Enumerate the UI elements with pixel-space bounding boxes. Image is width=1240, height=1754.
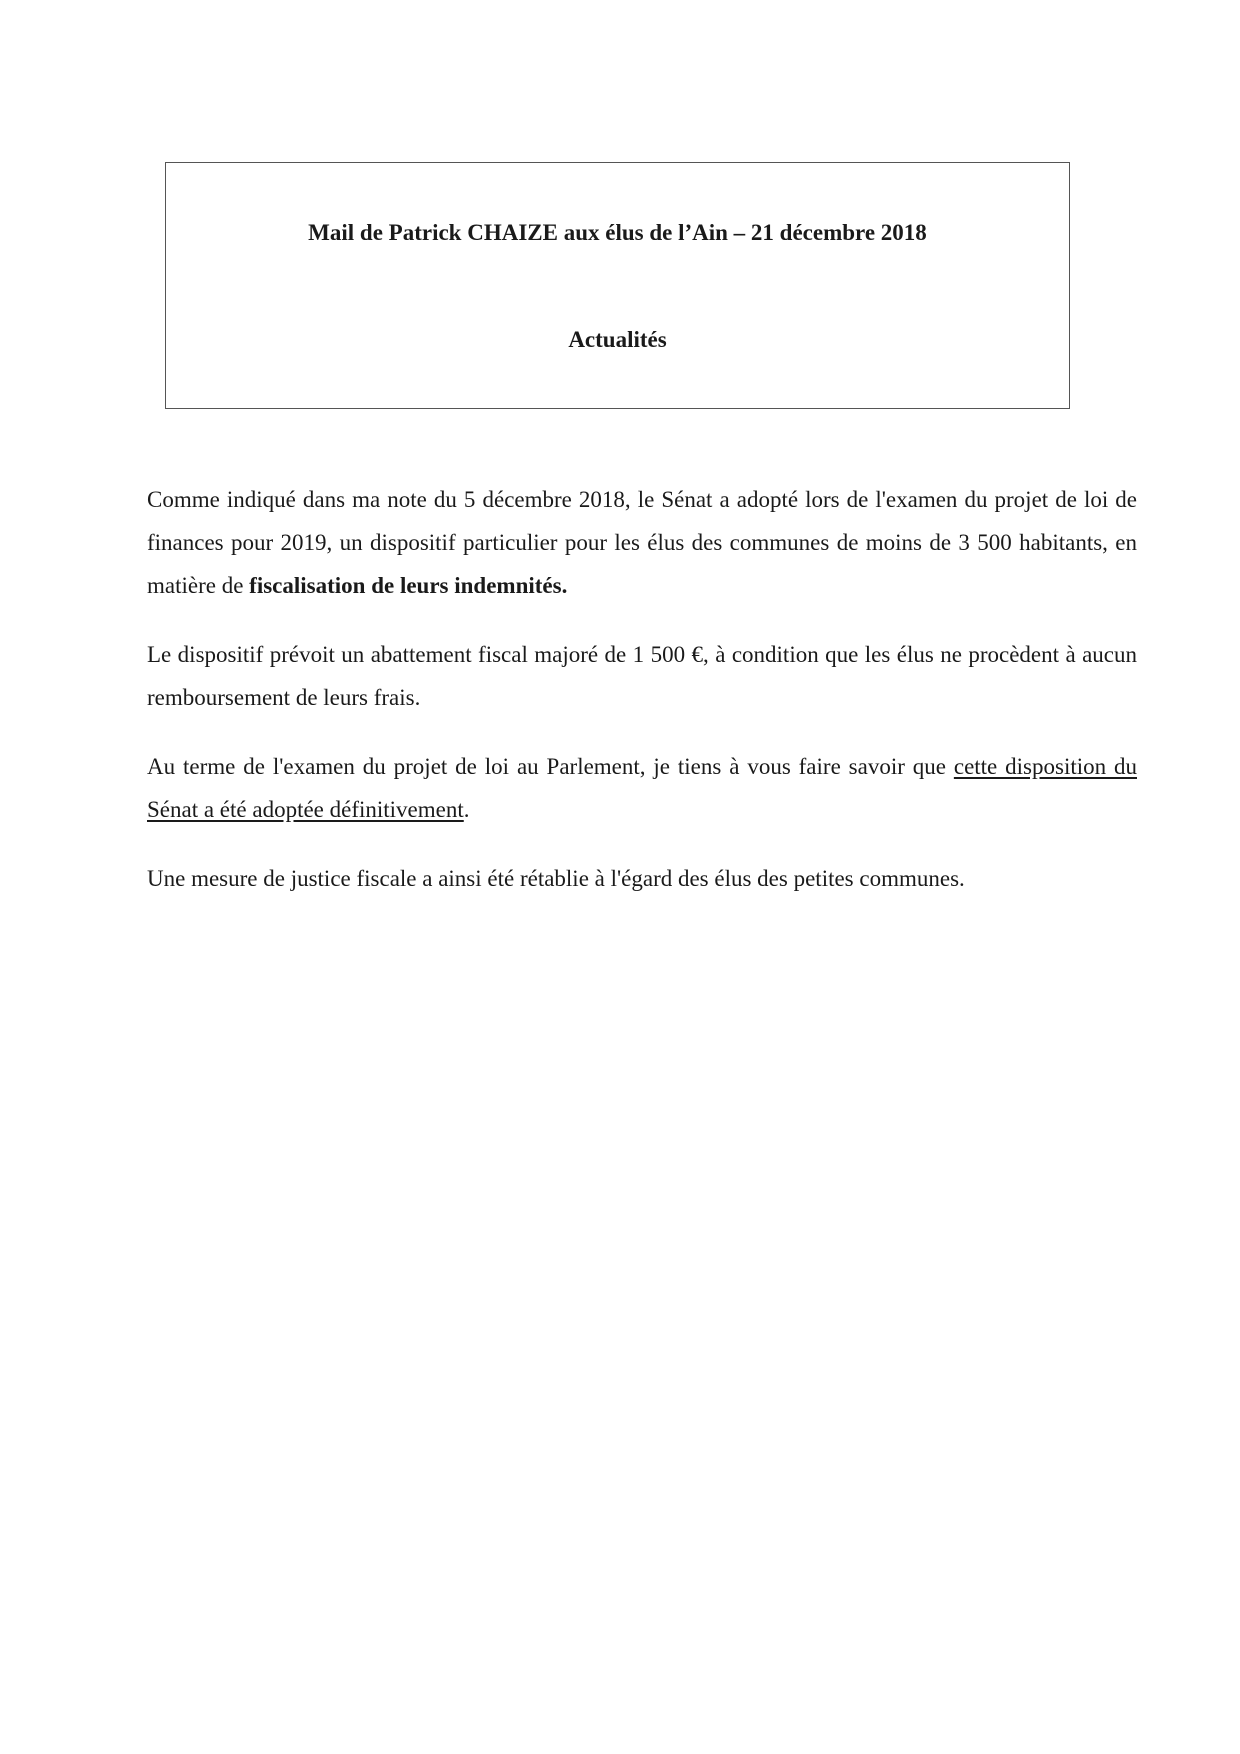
document-body — [147, 478, 1137, 926]
paragraph-4 — [147, 857, 1137, 900]
paragraph-3-underlined: cette disposition du Sénat a été adoptée définitivement — [147, 754, 1137, 822]
paragraph-1 — [147, 478, 1137, 607]
paragraph-1-text: Comme indiqué dans ma note du 5 décembre 2018, le Sénat a adopté lors de l'examen du projet de loi de finances pour 2019, un dispositif particulier pour les élus des communes de moins de 3 500 habitants, en matière de — [147, 487, 1137, 598]
header-box — [165, 162, 1070, 409]
paragraph-2-text: Le dispositif prévoit un abattement fiscal majoré de 1 500 €, à condition que les élus ne procèdent à aucun remboursement de leurs frais. — [147, 642, 1137, 710]
paragraph-3-text: Au terme de l'examen du projet de loi au Parlement, je tiens à vous faire savoir que — [147, 754, 954, 779]
document-subtitle: Actualités — [568, 327, 667, 352]
paragraph-1-bold: fiscalisation de leurs indemnités. — [249, 573, 568, 598]
paragraph-4-text: Une mesure de justice fiscale a ainsi été rétablie à l'égard des élus des petites communes. — [147, 866, 965, 891]
paragraph-3 — [147, 745, 1137, 831]
paragraph-2 — [147, 633, 1137, 719]
paragraph-3-end: . — [463, 797, 470, 822]
document-title: Mail de Patrick CHAIZE aux élus de l’Ain – 21 décembre 2018 — [308, 220, 927, 245]
